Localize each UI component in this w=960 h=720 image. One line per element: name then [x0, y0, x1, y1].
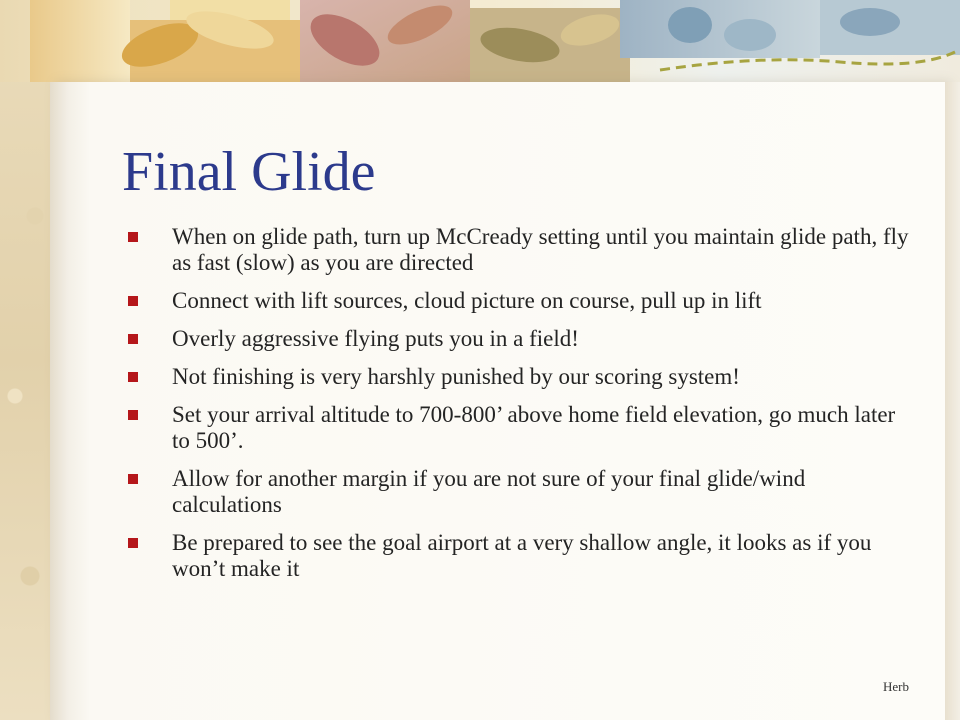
bullet-text: When on glide path, turn up McCready setting until you maintain glide path, fly as fast (slow) as you are directed — [172, 224, 909, 275]
square-bullet-icon — [128, 372, 138, 382]
bullet-text: Overly aggressive flying puts you in a field! — [172, 326, 579, 351]
square-bullet-icon — [128, 538, 138, 548]
bullet-item — [122, 364, 912, 390]
bullet-item — [122, 402, 912, 454]
bullet-text: Be prepared to see the goal airport at a very shallow angle, it looks as if you won’t make it — [172, 530, 872, 581]
square-bullet-icon — [128, 232, 138, 242]
square-bullet-icon — [128, 334, 138, 344]
bullet-item — [122, 466, 912, 518]
square-bullet-icon — [128, 474, 138, 484]
bullet-text: Connect with lift sources, cloud picture on course, pull up in lift — [172, 288, 762, 313]
leaf-collage-image — [0, 0, 960, 82]
decorative-leaf-banner — [0, 0, 960, 82]
bullet-item — [122, 288, 912, 314]
bullet-text: Allow for another margin if you are not sure of your final glide/wind calculations — [172, 466, 806, 517]
bullet-text: Set your arrival altitude to 700-800’ above home field elevation, go much later to 500’. — [172, 402, 896, 453]
bullet-item — [122, 530, 912, 582]
square-bullet-icon — [128, 410, 138, 420]
right-edge-strip — [945, 82, 960, 720]
slide-title: Final Glide — [122, 141, 376, 203]
bullet-item — [122, 224, 912, 276]
bullet-text: Not finishing is very harshly punished by our scoring system! — [172, 364, 740, 389]
footer-author: Herb — [883, 679, 909, 694]
bullet-list — [122, 224, 912, 594]
square-bullet-icon — [128, 296, 138, 306]
bullet-item — [122, 326, 912, 352]
parchment-left-strip — [0, 0, 50, 720]
